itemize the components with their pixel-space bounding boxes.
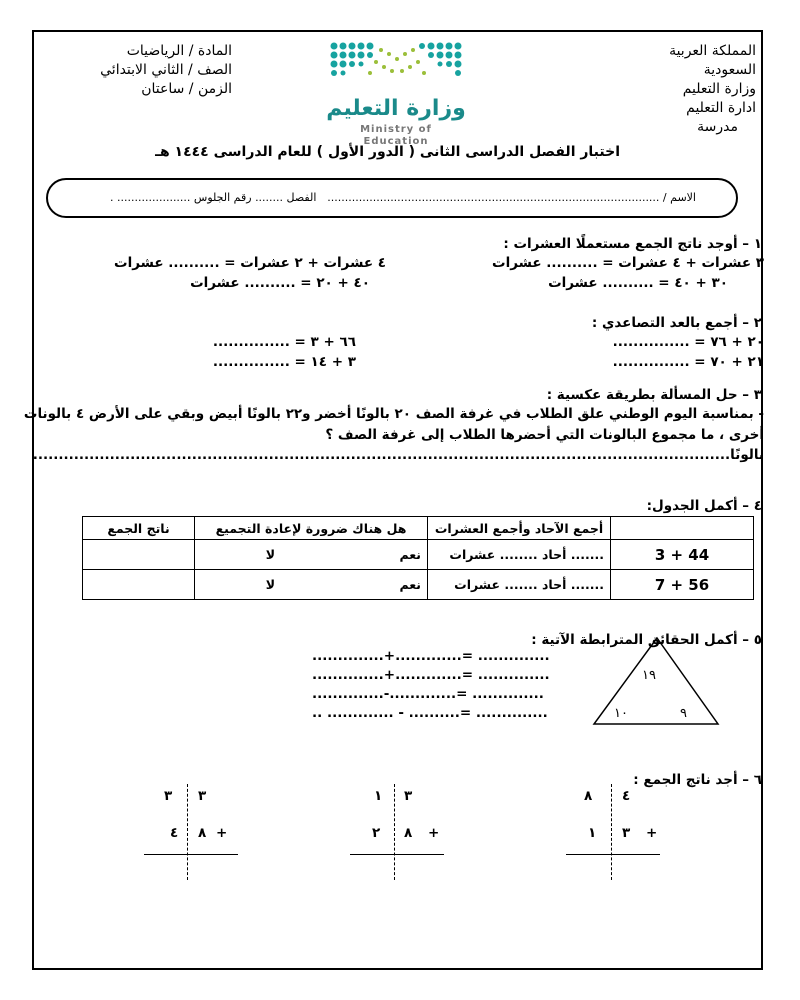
answer-line (350, 854, 444, 855)
fact-triangle (592, 636, 722, 728)
table-cell-units[interactable]: ....... أحاد ....... عشرات (428, 570, 611, 600)
header-right-line: وزارة التعليم (682, 81, 756, 97)
exam-title: اختبار الفصل الدراسى الثانى ( الدور الأول ) للعام الدراسى ١٤٤٤ هـ (155, 144, 620, 160)
logo-english-text: Ministry of Education (360, 124, 432, 147)
class-seat-field[interactable]: الفصل ........ رقم الجلوس ..................... . (110, 191, 317, 204)
q6-title: ٦ – أجد ناتج الجمع : (633, 772, 762, 788)
plus-sign: + (646, 825, 658, 841)
no-option[interactable]: لا (265, 577, 276, 592)
yes-option[interactable]: نعم (399, 577, 421, 592)
table-header-cell (611, 517, 754, 540)
ministry-logo (326, 40, 466, 147)
bottom-units-digit: ٤ (170, 825, 179, 841)
column-divider (611, 784, 612, 880)
q2-row1-right: ٢٠ + ٧٦ = ............... (612, 334, 764, 350)
q2-row1-left: ٦٦ + ٣ = ............... (212, 334, 356, 350)
top-units-digit: ٣ (164, 788, 173, 804)
fact-line[interactable]: ..............-.............= .............. (312, 686, 544, 702)
column-divider (394, 784, 395, 880)
table-header-row (83, 517, 754, 540)
plus-sign: + (216, 825, 228, 841)
triangle-left-number: ١٠ (614, 706, 628, 721)
table-cell-regroup[interactable] (195, 540, 428, 570)
fact-line[interactable]: ..............+.............= .............. (312, 667, 550, 683)
fact-line[interactable]: ..............+.............= .............. (312, 648, 550, 664)
table-header-cell: ناتج الجمع (83, 517, 195, 540)
table-row (83, 570, 754, 600)
answer-line (144, 854, 238, 855)
yes-option[interactable]: نعم (399, 547, 421, 562)
plus-sign: + (428, 825, 440, 841)
q3-line1: - بمناسبة اليوم الوطني علق الطلاب في غرفة الصف ٢٠ بالونًا أخضر و٢٢ بالونًا أبيض وبقي على الأرض ٤ بالونات (23, 406, 764, 422)
triangle-top-number: ١٩ (642, 668, 656, 683)
q1-row2-right: ٣٠ + ٤٠ = .......... عشرات (548, 275, 728, 291)
q4-table (82, 516, 754, 600)
q3-answer-line[interactable]: بالونًا........................................................................................................................................ (32, 447, 764, 463)
header-right-line: مدرسة (697, 119, 738, 135)
bottom-units-digit: ١ (588, 825, 597, 841)
student-name-field[interactable]: الاسم / ............................................................................................... (327, 191, 696, 204)
header-right-line: السعودية (703, 62, 756, 78)
top-units-digit: ٨ (584, 788, 593, 804)
q1-row2-left: ٤٠ + ٢٠ = .......... عشرات (190, 275, 370, 291)
bottom-tens-digit: ٨ (404, 825, 413, 841)
bottom-units-digit: ٢ (372, 825, 381, 841)
table-header-cell: هل هناك ضرورة لإعادة التجميع (195, 517, 428, 540)
table-cell-result[interactable] (83, 540, 195, 570)
bottom-tens-digit: ٨ (198, 825, 207, 841)
q1-row1-left: ٤ عشرات + ٢ عشرات = .......... عشرات (114, 255, 386, 271)
table-row (83, 540, 754, 570)
bottom-tens-digit: ٣ (622, 825, 631, 841)
q2-row2-right: ٢١ + ٧٠ = ............... (612, 354, 764, 370)
top-tens-digit: ٣ (198, 788, 207, 804)
q2-row2-left: ٣ + ١٤ = ............... (212, 354, 356, 370)
time-line: الزمن / ساعتان (141, 81, 232, 97)
top-tens-digit: ٤ (622, 788, 631, 804)
table-cell-expression: 3 + 44 (611, 540, 754, 570)
header-right-line: ادارة التعليم (686, 100, 756, 116)
column-divider (187, 784, 188, 880)
q3-line2: أخرى ، ما مجموع البالونات التي أحضرها الطلاب إلى غرفة الصف ؟ (325, 427, 764, 443)
subject-line: المادة / الرياضيات (126, 43, 232, 59)
table-cell-regroup[interactable] (195, 570, 428, 600)
student-info-box (46, 178, 738, 218)
q1-title: ١ – أوجد ناتج الجمع مستعملًا العشرات : (503, 236, 762, 252)
answer-line (566, 854, 660, 855)
header-left-block (72, 42, 232, 99)
grade-line: الصف / الثاني الابتدائي (100, 62, 232, 78)
top-units-digit: ١ (374, 788, 383, 804)
q2-title: ٢ – أجمع بالعد التصاعدي : (591, 315, 762, 331)
header-right-block (669, 42, 756, 137)
q1-row1-right: ٣ عشرات + ٤ عشرات = .......... عشرات (492, 255, 764, 271)
top-tens-digit: ٣ (404, 788, 413, 804)
triangle-right-number: ٩ (680, 706, 687, 721)
table-cell-units[interactable]: ....... أحاد ........ عشرات (428, 540, 611, 570)
no-option[interactable]: لا (265, 547, 276, 562)
logo-arabic-text: وزارة التعليم (326, 96, 466, 121)
fact-line[interactable]: .. ............. - ..........= .............. (312, 705, 548, 721)
q5-title: ٥ – أكمل الحقائق المترابطة الآتية : (531, 632, 762, 648)
table-cell-result[interactable] (83, 570, 195, 600)
header-right-line: المملكة العربية (669, 43, 756, 59)
table-header-cell: أجمع الآحاد وأجمع العشرات (428, 517, 611, 540)
table-cell-expression: 7 + 56 (611, 570, 754, 600)
q4-title: ٤ – أكمل الجدول: (646, 498, 762, 514)
ministry-logo-dots-icon (326, 40, 466, 82)
q3-title: ٣ – حل المسألة بطريقة عكسية : (546, 387, 762, 403)
